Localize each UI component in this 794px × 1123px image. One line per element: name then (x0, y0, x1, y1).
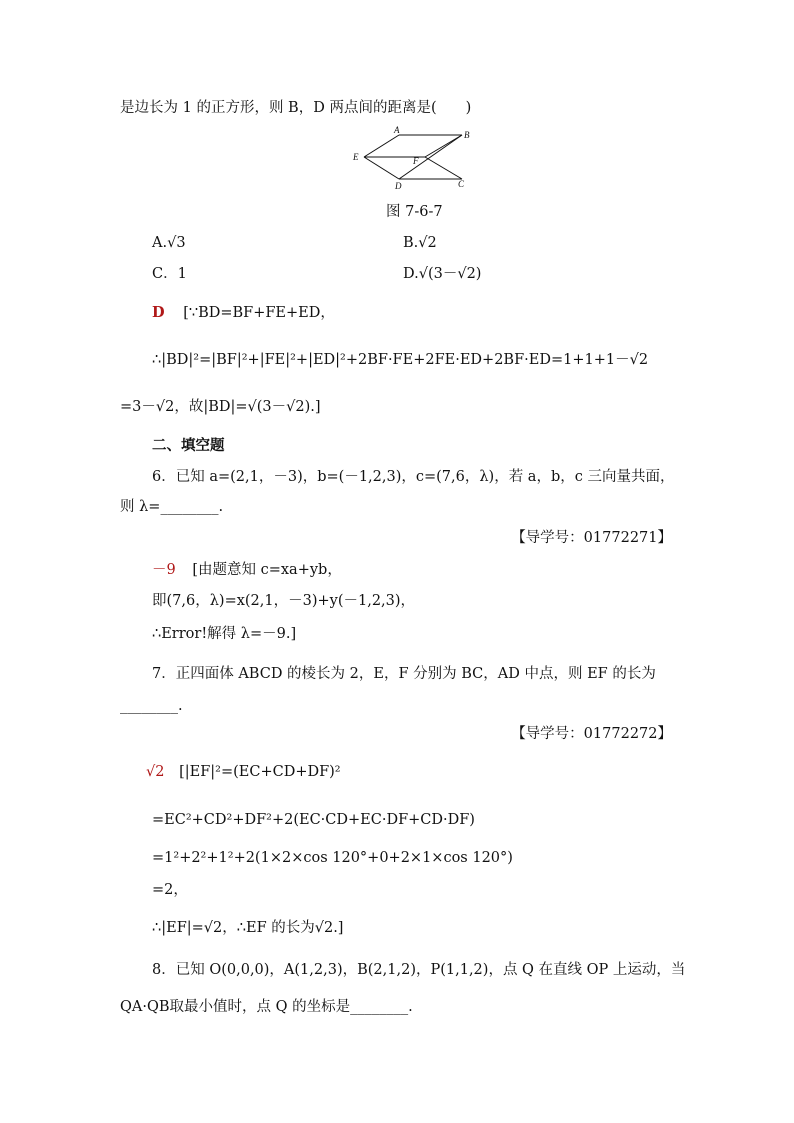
q5-solution-text-1: [∵BD=BF+FE+ED， (183, 305, 335, 321)
q6-solution-line-1 (152, 560, 342, 580)
q6-guide-number: 【导学号：01772271】 (511, 530, 672, 546)
figure-edge-fc (425, 157, 462, 179)
q5-solution-line-3: =3－√2，故|BD|=√(3－√2).] (120, 399, 321, 415)
q7-answer: √2 (146, 764, 165, 780)
option-d: D.√(3－√2) (403, 266, 482, 282)
q8-stem-line-2: QA·QB取最小值时，点 Q 的坐标是________. (120, 999, 413, 1015)
figure-edge-ed (364, 157, 399, 179)
q7-solution-line-4: =2， (152, 882, 188, 898)
q6-solution-line-3: ∴Error!解得 λ=－9.] (152, 626, 297, 642)
q7-guide-number: 【导学号：01772272】 (511, 726, 672, 742)
q7-solution-text-1: [|EF|²=(EC+CD+DF)² (179, 764, 341, 780)
q7-solution-line-1 (146, 762, 341, 782)
figure-label-c: C (458, 179, 465, 189)
q7-stem-line-2: ________. (120, 698, 183, 714)
q6-answer: －9 (152, 562, 176, 578)
q6-solution-line-2: 即(7,6，λ)=x(2,1，－3)+y(－1,2,3)， (152, 593, 416, 609)
figure-label-f: F (413, 156, 419, 166)
q7-solution-line-2: =EC²+CD²+DF²+2(EC·CD+EC·DF+CD·DF) (152, 812, 475, 828)
figure-label-d: D (395, 181, 402, 191)
figure-7-6-7 (350, 124, 480, 194)
q6-solution-text-1: [由题意知 c=xa+yb， (192, 562, 342, 578)
option-b: B.√2 (403, 235, 437, 251)
q5-answer: D (152, 304, 165, 321)
figure-label-a: A (394, 125, 400, 135)
figure-caption: 图 7-6-7 (386, 204, 443, 220)
q6-stem-line-1: 6．已知 a=(2,1，－3)，b=(－1,2,3)，c=(7,6，λ)，若 a，b，c 三向量共面， (152, 469, 675, 485)
option-a: A.√3 (152, 235, 186, 251)
question-5-stem-tail: 是边长为 1 的正方形，则 B，D 两点间的距离是( ) (120, 100, 472, 116)
q7-solution-line-3: =1²+2²+1²+2(1×2×cos 120°+0+2×1×cos 120°) (152, 850, 513, 866)
q7-solution-line-5: ∴|EF|=√2，∴EF 的长为√2.] (152, 920, 344, 936)
q7-stem-line-1: 7．正四面体 ABCD 的棱长为 2，E，F 分别为 BC，AD 中点，则 EF 的长为 (152, 666, 656, 682)
q5-solution-line-1 (152, 303, 335, 323)
q5-solution-line-2: ∴|BD|²=|BF|²+|FE|²+|ED|²+2BF·FE+2FE·ED+2BF·ED=1+1+1－√2 (152, 352, 649, 368)
q6-stem-line-2: 则 λ=________. (120, 499, 224, 515)
figure-label-e: E (353, 152, 359, 162)
section-title: 二、填空题 (152, 437, 225, 454)
q8-stem-line-1: 8．已知 O(0,0,0)，A(1,2,3)，B(2,1,2)，P(1,1,2)，点 Q 在直线 OP 上运动，当 (152, 962, 686, 978)
figure-label-b: B (464, 130, 470, 140)
option-c: C．1 (152, 266, 187, 282)
figure-edge-ea (364, 135, 399, 157)
